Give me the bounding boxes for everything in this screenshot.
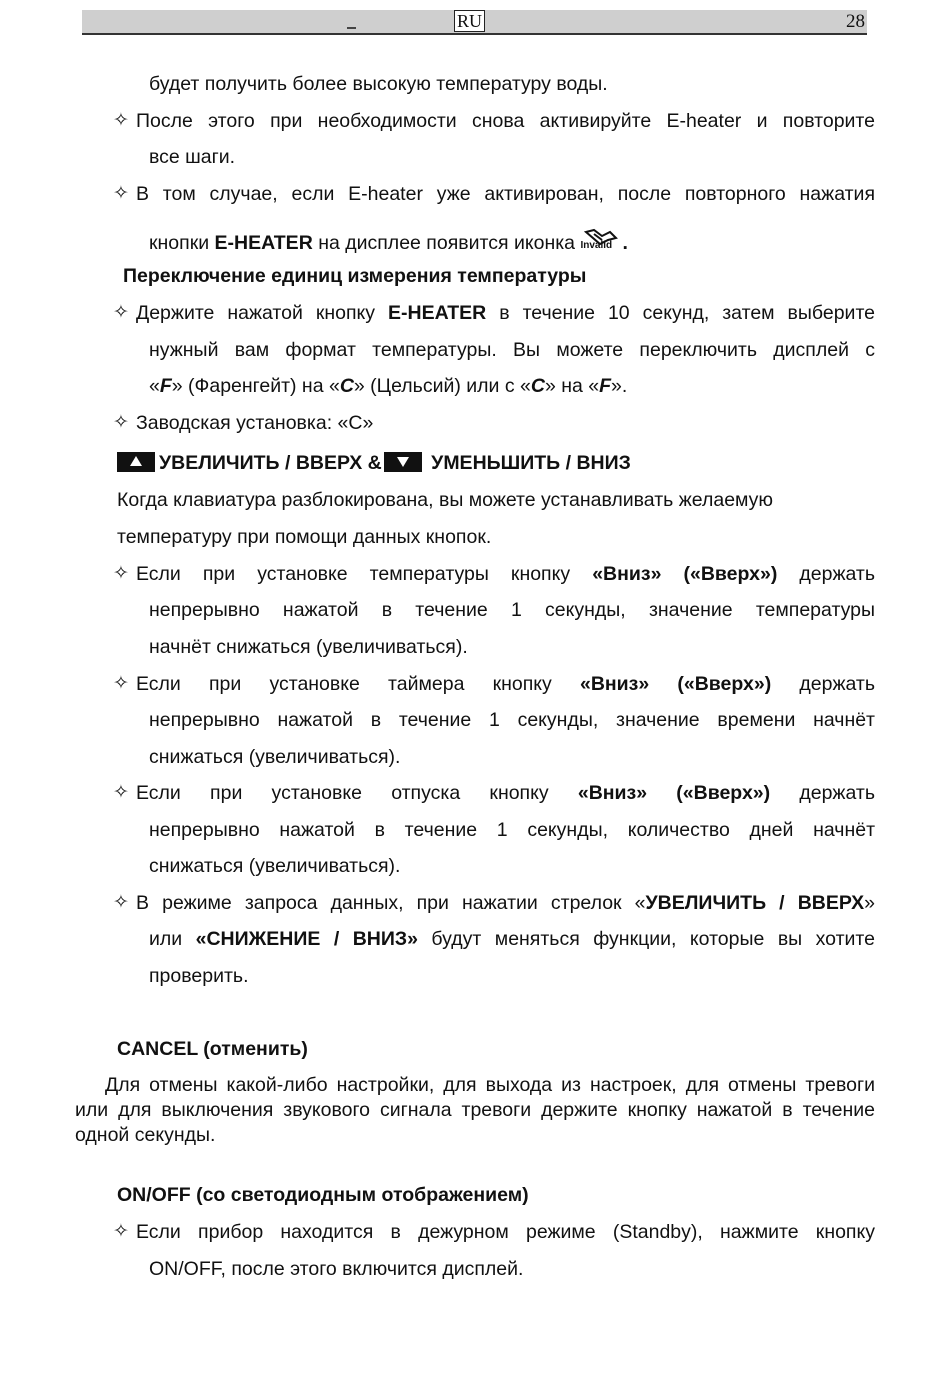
text-segment: или bbox=[149, 928, 196, 950]
up-arrow-key-icon bbox=[117, 452, 155, 472]
text-segment: » (Фаренгейт) на « bbox=[171, 375, 340, 397]
text-segment: Если при установке отпуска кнопку bbox=[136, 782, 578, 804]
invalid-icon-label: Invalid bbox=[580, 240, 613, 251]
text-line: снижаться (увеличиваться). bbox=[149, 855, 401, 877]
bullet-icon: ✧ bbox=[113, 412, 129, 433]
text-line bbox=[149, 927, 875, 951]
section-heading: CANCEL (отменить) bbox=[117, 1038, 308, 1060]
text-segment: Держите нажатой кнопку bbox=[136, 302, 389, 324]
bullet-icon: ✧ bbox=[113, 1221, 129, 1242]
text-segment: Если при установке температуры кнопку bbox=[136, 563, 593, 585]
invalid-icon bbox=[580, 228, 622, 254]
text-line: непрерывно нажатой в течение 1 секунды, значение температуры bbox=[149, 599, 875, 621]
text-segment: « bbox=[149, 375, 160, 397]
bullet-icon: ✧ bbox=[113, 302, 129, 323]
text-segment: кнопки bbox=[149, 232, 215, 254]
text-segment: В режиме запроса данных, при нажатии стрелок « bbox=[136, 892, 646, 914]
down-arrow-key-icon bbox=[384, 452, 422, 472]
cancel-paragraph: Для отмены какой-либо настройки, для выхода из настроек, для отмены тревоги или для выключения звукового сигнала тревоги держите кнопку нажатой в течение одной секунды. bbox=[75, 1074, 875, 1146]
text-line: проверить. bbox=[149, 965, 249, 987]
down-up-label: «Вниз» («Вверх») bbox=[592, 563, 778, 585]
text-line: непрерывно нажатой в течение 1 секунды, значение времени начнёт bbox=[149, 709, 875, 731]
bullet-icon: ✧ bbox=[113, 183, 129, 204]
bullet-icon: ✧ bbox=[113, 110, 129, 131]
down-label: «СНИЖЕНИЕ / ВНИЗ» bbox=[195, 928, 418, 950]
text-line bbox=[149, 228, 628, 255]
text-segment: » bbox=[864, 892, 875, 914]
section-heading bbox=[117, 451, 631, 475]
text-line: Если прибор находится в дежурном режиме (Standby), нажмите кнопку bbox=[136, 1221, 875, 1243]
text-line: В том случае, если E-heater уже активирован, после повторного нажатия bbox=[136, 183, 875, 205]
text-line: будет получить более высокую температуру воды. bbox=[149, 73, 608, 95]
text-line: все шаги. bbox=[149, 146, 236, 168]
text-segment: будут меняться функции, которые вы хотите bbox=[417, 928, 875, 950]
text-line bbox=[149, 374, 627, 398]
text-line: нужный вам формат температуры. Вы можете переключить дисплей с bbox=[149, 339, 875, 361]
language-label: RU bbox=[454, 10, 485, 32]
e-heater-label: E-HEATER bbox=[388, 302, 487, 324]
down-up-label: «Вниз» («Вверх») bbox=[577, 782, 771, 804]
text-segment: » (Цельсий) или с « bbox=[353, 375, 531, 397]
bullet-icon: ✧ bbox=[113, 892, 129, 913]
text-line bbox=[136, 562, 875, 586]
text-segment: Если при установке таймера кнопку bbox=[136, 673, 580, 695]
section-heading: Переключение единиц измерения температуры bbox=[123, 265, 587, 287]
page-header bbox=[82, 10, 867, 35]
text-segment: держать bbox=[770, 782, 875, 804]
text-line bbox=[136, 891, 875, 915]
heading-down-label: УМЕНЬШИТЬ / ВНИЗ bbox=[425, 452, 631, 474]
bullet-icon: ✧ bbox=[113, 782, 129, 803]
text-line: непрерывно нажатой в течение 1 секунды, количество дней начнёт bbox=[149, 819, 875, 841]
text-segment: » на « bbox=[544, 375, 600, 397]
text-line: Заводская установка: «С» bbox=[136, 412, 374, 434]
text-line: ON/OFF, после этого включится дисплей. bbox=[149, 1258, 524, 1280]
text-segment: в течение 10 секунд, затем выберите bbox=[486, 302, 875, 324]
text-segment: на дисплее появится иконка bbox=[312, 232, 576, 254]
bullet-icon: ✧ bbox=[113, 673, 129, 694]
e-heater-label: E-HEATER bbox=[214, 232, 313, 254]
text-segment: . bbox=[622, 232, 628, 254]
text-line: температуру при помощи данных кнопок. bbox=[117, 526, 492, 548]
text-line bbox=[136, 301, 875, 325]
header-dash bbox=[347, 27, 356, 29]
text-line: После этого при необходимости снова активируйте E-heater и повторите bbox=[136, 110, 875, 132]
text-line bbox=[136, 672, 875, 696]
text-line: Когда клавиатура разблокирована, вы можете устанавливать желаемую bbox=[117, 489, 774, 511]
text-segment: ». bbox=[611, 375, 628, 397]
unit-c: C bbox=[530, 375, 545, 397]
text-line: снижаться (увеличиваться). bbox=[149, 746, 401, 768]
unit-c: C bbox=[339, 375, 354, 397]
text-line: начнёт снижаться (увеличиваться). bbox=[149, 636, 468, 658]
heading-up-label: УВЕЛИЧИТЬ / ВВЕРХ & bbox=[159, 452, 382, 474]
text-segment: держать bbox=[771, 673, 876, 695]
up-label: УВЕЛИЧИТЬ / ВВЕРХ bbox=[645, 892, 865, 914]
section-heading: ON/OFF (со светодиодным отображением) bbox=[117, 1184, 529, 1206]
text-segment: держать bbox=[777, 563, 875, 585]
bullet-icon: ✧ bbox=[113, 563, 129, 584]
unit-f: F bbox=[599, 375, 612, 397]
down-up-label: «Вниз» («Вверх») bbox=[579, 673, 772, 695]
unit-f: F bbox=[159, 375, 172, 397]
page-number: 28 bbox=[846, 11, 865, 32]
text-line bbox=[136, 781, 875, 805]
